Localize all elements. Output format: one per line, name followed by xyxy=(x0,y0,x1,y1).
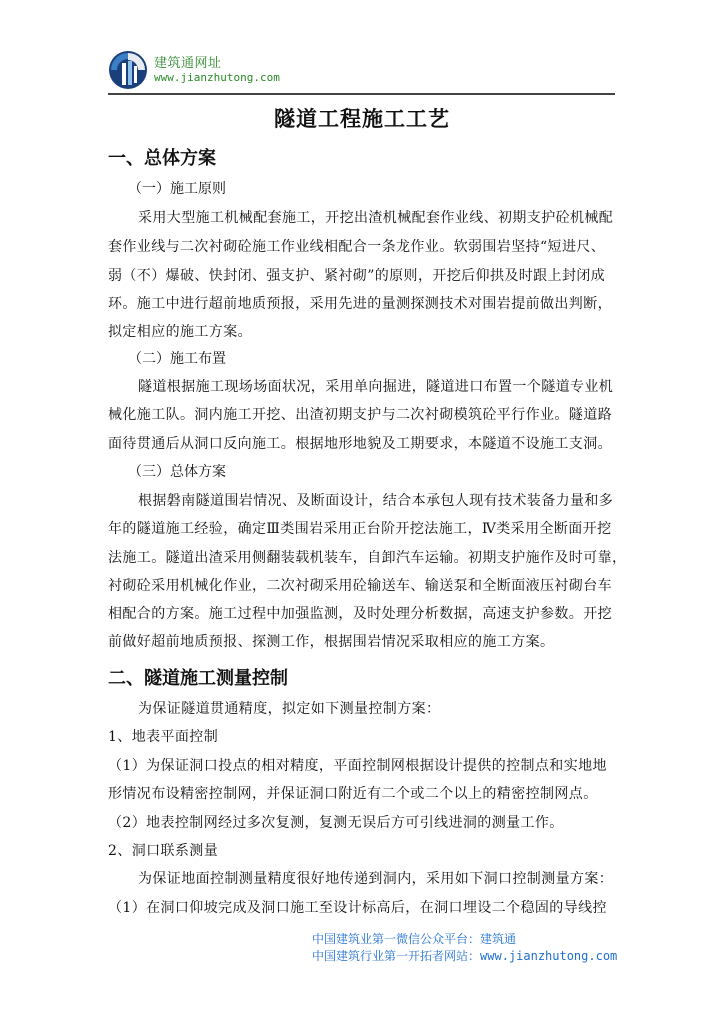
page-header xyxy=(108,48,616,94)
footer-website-label: 中国建筑行业第一开拓者网站： xyxy=(312,949,481,963)
paragraph-line: 械化施工队。洞内施工开挖、出渣初期支护与二次衬砌模筑砼平行作业。隧道路 xyxy=(108,407,612,423)
paragraph-line: 衬砌砼采用机械化作业，二次衬砌采用砼输送车、输送泵和全断面液压衬砌台车 xyxy=(108,578,612,594)
paragraph-line: 弱（不）爆破、快封闭、强支护、紧衬砌”的原则，开挖后仰拱及时跟上封闭成 xyxy=(108,268,606,284)
subsection-heading: （二）施工布置 xyxy=(128,351,226,367)
paragraph-line: 根据磐南隧道围岩情况、及断面设计，结合本承包人现有技术装备力量和多 xyxy=(138,493,614,509)
paragraph-line: （2）地表控制网经过多次复测，复测无误后方可引线进洞的测量工作。 xyxy=(108,815,564,831)
brand-name: 建筑通网址 xyxy=(154,56,222,71)
paragraph-line: 法施工。隧道出渣采用侧翻装载机装车，自卸汽车运输。初期支护施作及时可靠， xyxy=(108,550,627,566)
subsection-heading: （三）总体方案 xyxy=(128,464,226,480)
section-heading: 一、总体方案 xyxy=(108,148,216,169)
jianzhutong-logo-icon xyxy=(108,50,148,90)
document-title: 隧道工程施工工艺 xyxy=(274,106,450,131)
paragraph-line: 采用大型施工机械配套施工，开挖出渣机械配套作业线、初期支护砼机械配 xyxy=(138,210,614,226)
footer-wechat-line: 中国建筑业第一微信公众平台：建筑通 xyxy=(312,932,517,946)
item-heading: 1、地表平面控制 xyxy=(108,729,219,745)
item-heading: 2、洞口联系测量 xyxy=(108,843,219,859)
page-footer xyxy=(312,931,617,965)
brand-url[interactable]: www.jianzhutong.com xyxy=(154,71,280,84)
paragraph-line: 隧道根据施工现场场面状况，采用单向掘进，隧道进口布置一个隧道专业机 xyxy=(138,379,614,395)
paragraph-line: 年的隧道施工经验，确定Ⅲ类围岩采用正台阶开挖法施工，Ⅳ类采用全断面开挖 xyxy=(108,521,612,537)
paragraph-line: （1）为保证洞口投点的相对精度，平面控制网根据设计提供的控制点和实地地 xyxy=(108,758,607,774)
paragraph-line: 环。施工中进行超前地质预报，采用先进的量测探测技术对围岩提前做出判断， xyxy=(108,296,612,312)
paragraph-line: （1）在洞口仰坡完成及洞口施工至设计标高后，在洞口埋设二个稳固的导线控 xyxy=(108,900,607,916)
paragraph-line: 套作业线与二次衬砌砼施工作业线相配合一条龙作业。软弱围岩坚持“短进尺、 xyxy=(108,239,606,255)
paragraph-line: 为保证隧道贯通精度，拟定如下测量控制方案： xyxy=(138,701,441,717)
footer-website-line xyxy=(312,948,617,965)
paragraph-line: 前做好超前地质预报、探测工作，根据围岩情况采取相应的施工方案。 xyxy=(108,634,555,650)
section-heading: 二、隧道施工测量控制 xyxy=(108,668,288,689)
header-divider xyxy=(108,93,615,95)
footer-website-url[interactable]: www.jianzhutong.com xyxy=(480,949,618,963)
paragraph-line: 为保证地面控制测量精度很好地传递到洞内，采用如下洞口控制测量方案： xyxy=(138,871,614,887)
paragraph-line: 拟定相应的施工方案。 xyxy=(108,324,252,340)
paragraph-line: 相配合的方案。施工过程中加强监测，及时处理分析数据，高速支护参数。开挖 xyxy=(108,606,612,622)
paragraph-line: 面待贯通后从洞口反向施工。根据地形地貌及工期要求，本隧道不设施工支洞。 xyxy=(108,436,612,452)
subsection-heading: （一）施工原则 xyxy=(128,181,226,197)
paragraph-line: 形情况布设精密控制网，并保证洞口附近有二个或二个以上的精密控制网点。 xyxy=(108,786,598,802)
